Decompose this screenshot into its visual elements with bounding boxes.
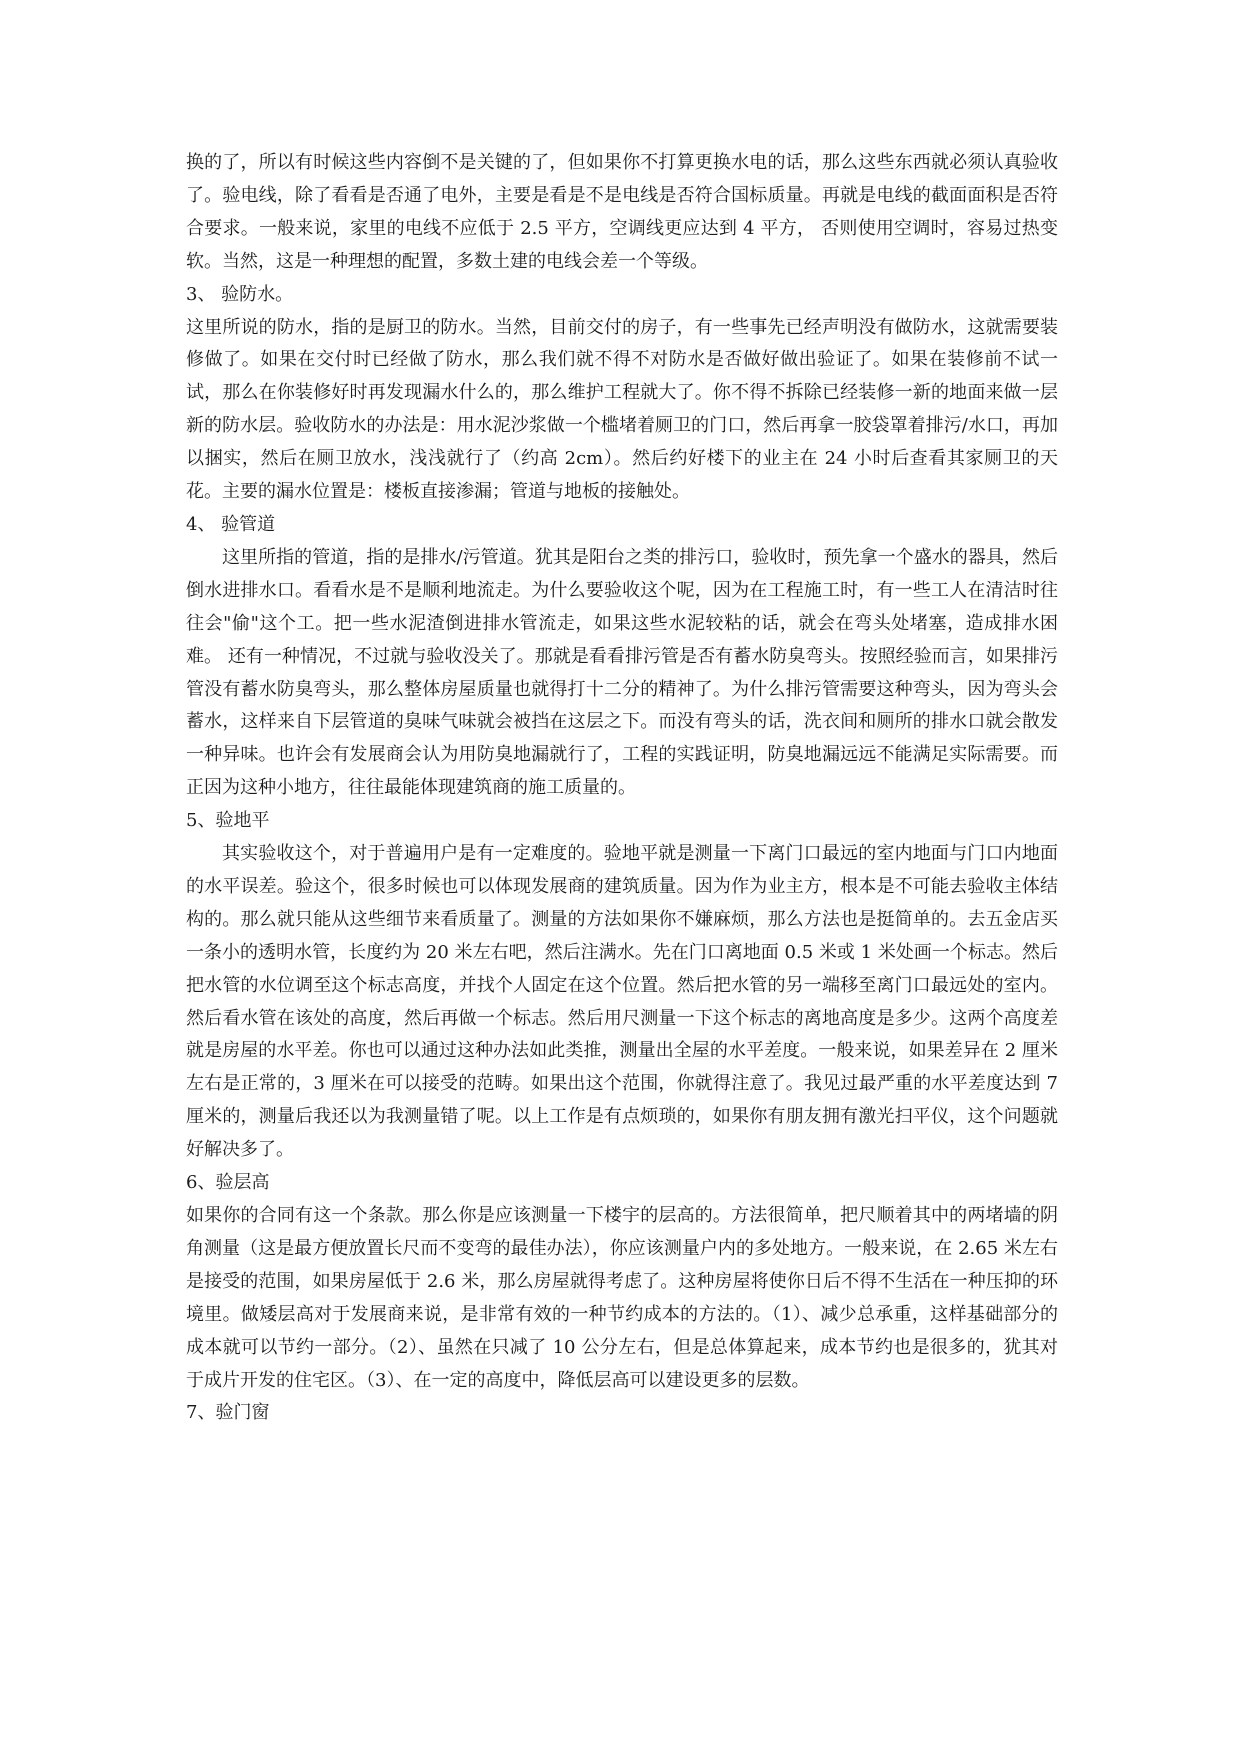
section-heading-floor-level: 5、验地平 [186,810,270,832]
section-heading-waterproofing: 3、 验防水。 [186,283,294,305]
paragraph-floor-level: 其实验收这个，对于普遍用户是有一定难度的。验地平就是测量一下离门口最远的室内地面与门口内地面的水平误差。验这个，很多时候也可以体现发展商的建筑质量。因为作为业主方，根本是不可能去验收主体结构的。那么就只能从这些细节来看质量了。测量的方法如果你不嫌麻烦，那么方法也是挺简单的。去五金店买一条小的透明水管，长度约为 20 米左右吧，然后注满水。先在门口离地面 0.5 米或 1 米处画一个标志。然后把水管的水位调至这个标志高度，并找个人固定在这个位置。然后把水管的另一端移至离门口最远处的室内。然后看水管在该处的高度，然后再做一个标志。然后用尺测量一下这个标志的离地高度是多少。这两个高度差就是房屋的水平差。你也可以通过这种办法如此类推，测量出全屋的水平差度。一般来说，如果差异在 2 厘米左右是正常的，3 厘米在可以接受的范畴。如果出这个范围，你就得注意了。我见过最严重的水平差度达到 7 厘米的，测量后我还以为我测量错了呢。以上工作是有点烦琐的，如果你有朋友拥有激光扫平仪，这个问题就好解决多了。 [186,843,1058,1161]
paragraph-pipes: 这里所指的管道，指的是排水/污管道。犹其是阳台之类的排污口，验收时，预先拿一个盛水的器具，然后倒水进排水口。看看水是不是顺利地流走。为什么要验收这个呢，因为在工程施工时，有一些工人在清洁时往往会"偷"这个工。把一些水泥渣倒进排水管流走，如果这些水泥较粘的话，就会在弯头处堵塞，造成排水困难。 还有一种情况，不过就与验收没关了。那就是看看排污管是否有蓄水防臭弯头。按照经验而言，如果排污管没有蓄水防臭弯头，那么整体房屋质量也就得打十二分的精神了。为什么排污管需要这种弯头，因为弯头会蓄水，这样来自下层管道的臭味气味就会被挡在这层之下。而没有弯头的话，洗衣间和厕所的排水口就会散发一种异味。也许会有发展商会认为用防臭地漏就行了，工程的实践证明，防臭地漏远远不能满足实际需要。而正因为这种小地方，往往最能体现建筑商的施工质量的。 [186,546,1058,799]
section-heading-pipes: 4、 验管道 [186,513,276,535]
section-heading-doors-windows: 7、验门窗 [186,1402,270,1424]
paragraph-electrical-wires: 换的了，所以有时候这些内容倒不是关键的了，但如果你不打算更换水电的话，那么这些东西就必须认真验收了。验电线，除了看看是否通了电外，主要是看是不是电线是否符合国标质量。再就是电线的截面面积是否符合要求。一般来说，家里的电线不应低于 2.5 平方，空调线更应达到 4 平方， 否则使用空调时，容易过热变软。当然，这是一种理想的配置，多数土建的电线会差一个等级。 [186,152,1058,272]
document-page [186,147,1058,1430]
paragraph-ceiling-height: 如果你的合同有这一个条款。那么你是应该测量一下楼宇的层高的。方法很简单，把尺顺着其中的两堵墙的阴角测量（这是最方便放置长尺而不变弯的最佳办法），你应该测量户内的多处地方。一般来说，在 2.65 米左右是接受的范围，如果房屋低于 2.6 米，那么房屋就得考虑了。这种房屋将使你日后不得不生活在一种压抑的环境里。做矮层高对于发展商来说，是非常有效的一种节约成本的方法的。（1）、减少总承重，这样基础部分的成本就可以节约一部分。（2）、虽然在只减了 10 公分左右，但是总体算起来，成本节约也是很多的，犹其对于成片开发的住宅区。（3）、在一定的高度中，降低层高可以建设更多的层数。 [186,1205,1058,1391]
paragraph-waterproofing: 这里所说的防水，指的是厨卫的防水。当然，目前交付的房子，有一些事先已经声明没有做防水，这就需要装修做了。如果在交付时已经做了防水，那么我们就不得不对防水是否做好做出验证了。如果在装修前不试一试，那么在你装修好时再发现漏水什么的，那么维护工程就大了。你不得不拆除已经装修一新的地面来做一层新的防水层。验收防水的办法是：用水泥沙浆做一个槛堵着厕卫的门口，然后再拿一胶袋罩着排污/水口，再加以捆实，然后在厕卫放水，浅浅就行了（约高 2cm）。然后约好楼下的业主在 24 小时后查看其家厕卫的天花。主要的漏水位置是：楼板直接渗漏；管道与地板的接触处。 [186,316,1058,503]
section-heading-ceiling-height: 6、验层高 [186,1172,270,1194]
